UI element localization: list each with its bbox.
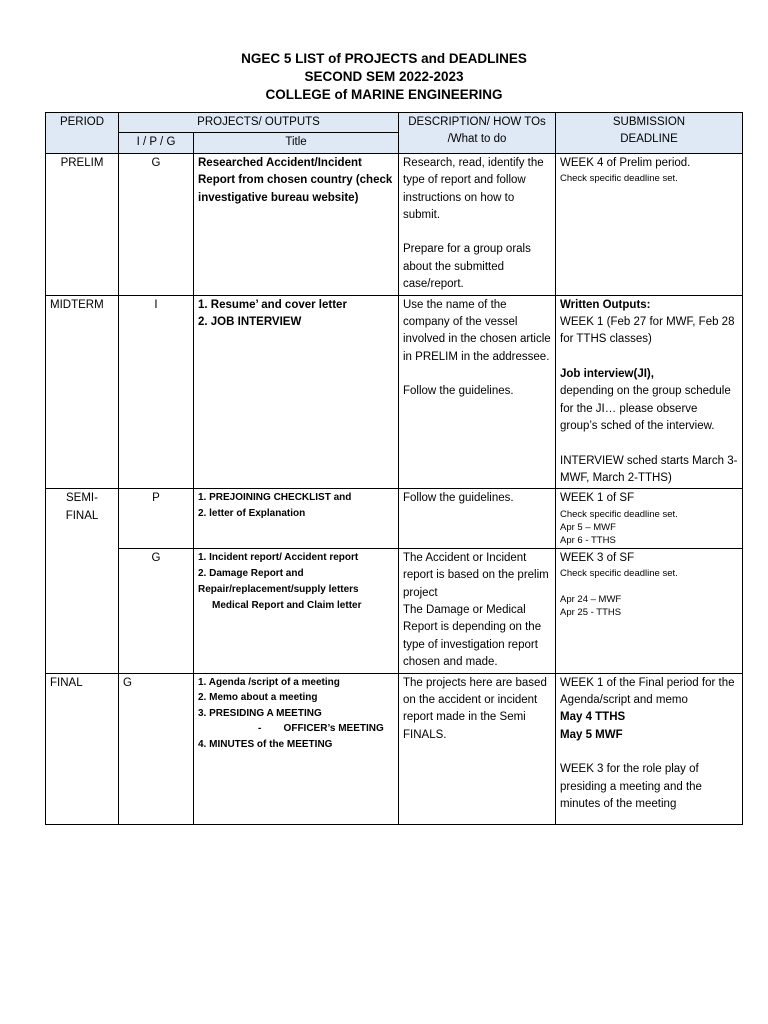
header-submission-line-1: SUBMISSION — [612, 116, 686, 128]
description-prelim — [399, 153, 556, 295]
title-final-item-3: 3. PRESIDING A MEETING — [198, 707, 322, 719]
deadline-semifinal-p-text: WEEK 1 of SF — [560, 492, 635, 505]
header-row-1 — [46, 113, 743, 133]
description-midterm — [399, 295, 556, 489]
deadline-final-1: WEEK 1 of the Final period for the Agenda/script and memo — [560, 676, 735, 706]
deadline-midterm-written-label: Written Outputs: — [560, 298, 651, 311]
deadline-semifinal-p-date-1: Apr 5 – MWF — [560, 521, 616, 533]
deadline-final-2: WEEK 3 for the role play of presiding a meeting and the minutes of the meeting — [560, 763, 702, 810]
deadline-semifinal-g — [556, 548, 743, 673]
deadline-semifinal-p — [556, 489, 743, 548]
page-title — [0, 50, 768, 104]
period-semifinal-line-2: FINAL — [65, 509, 99, 522]
title-semifinal-g-item-2: 2. Damage Report and Repair/replacement/supply letters — [198, 567, 359, 595]
deadline-midterm-ji-text: depending on the group schedule for the JI… please observe group’s sched of the interview. — [560, 385, 731, 433]
deadline-final-date-2: May 5 MWF — [560, 728, 623, 741]
title-final-item-4: 4. MINUTES of the MEETING — [198, 738, 333, 750]
title-line-3: COLLEGE of MARINE ENGINEERING — [265, 87, 503, 102]
period-prelim: PRELIM — [46, 153, 119, 295]
deadline-final-date-1: May 4 TTHS — [560, 711, 626, 724]
header-projects-outputs: PROJECTS/ OUTPUTS — [119, 113, 399, 133]
header-title: Title — [194, 133, 399, 153]
deadline-midterm — [556, 295, 743, 489]
description-midterm-1: Use the name of the company of the vessel involved in the chosen article in PRELIM in the addressee. — [403, 298, 551, 363]
title-line-1: NGEC 5 LIST of PROJECTS and DEADLINES — [241, 51, 527, 66]
title-semifinal-g — [194, 548, 399, 673]
type-final: G — [119, 673, 194, 825]
deadline-semifinal-p-note: Check specific deadline set. — [560, 508, 678, 520]
deadline-prelim-text: WEEK 4 of Prelim period. — [560, 156, 691, 169]
table-row-semifinal-p — [46, 489, 743, 548]
deadline-semifinal-g-date-1: Apr 24 – MWF — [560, 594, 622, 606]
title-final-item-1: 1. Agenda /script of a meeting — [198, 676, 340, 688]
deadline-midterm-ji-label: Job interview(JI), — [560, 367, 654, 380]
type-midterm: I — [119, 295, 194, 489]
type-semifinal-p: P — [119, 489, 194, 548]
header-description-line-1: DESCRIPTION/ HOW TOs — [408, 116, 546, 128]
title-semifinal-p-item-1: 1. PREJOINING CHECKLIST and — [198, 492, 352, 504]
description-semifinal-g — [399, 548, 556, 673]
type-prelim: G — [119, 153, 194, 295]
title-semifinal-g-item-3: Medical Report and Claim letter — [212, 599, 362, 611]
title-final-item-2: 2. Memo about a meeting — [198, 692, 318, 704]
period-midterm: MIDTERM — [46, 295, 119, 489]
deadline-midterm-interview-sched: INTERVIEW sched starts March 3- MWF, March 2-TTHS) — [560, 454, 738, 484]
title-final-item-3-sub: - OFFICER’s MEETING — [258, 723, 384, 735]
description-final: The projects here are based on the accident or incident report made in the Semi FINALS. — [399, 673, 556, 825]
header-ipg: I / P / G — [119, 133, 194, 153]
header-description — [399, 113, 556, 154]
description-semifinal-g-2: The Damage or Medical Report is depending on the type of investigation report chosen and made. — [403, 603, 542, 669]
deadline-semifinal-g-note: Check specific deadline set. — [560, 568, 678, 580]
description-midterm-2: Follow the guidelines. — [403, 385, 514, 398]
header-period: PERIOD — [46, 113, 119, 154]
table-row-midterm — [46, 295, 743, 489]
period-semifinal-line-1: SEMI- — [66, 492, 98, 505]
deadline-prelim — [556, 153, 743, 295]
table-row-prelim — [46, 153, 743, 295]
description-prelim-1: Research, read, identify the type of report and follow instructions on how to submit. — [403, 156, 544, 222]
deadline-semifinal-p-date-2: Apr 6 - TTHS — [560, 534, 616, 546]
deadline-prelim-note: Check specific deadline set. — [560, 173, 678, 185]
title-midterm-item-2: 2. JOB INTERVIEW — [198, 316, 302, 329]
description-prelim-2: Prepare for a group orals about the submitted case/report. — [403, 243, 531, 291]
title-midterm — [194, 295, 399, 489]
description-semifinal-g-1: The Accident or Incident report is based on the prelim project — [403, 551, 549, 599]
deadline-semifinal-g-text: WEEK 3 of SF — [560, 551, 635, 564]
description-semifinal-p: Follow the guidelines. — [399, 489, 556, 548]
table-row-final — [46, 673, 743, 825]
period-final: FINAL — [46, 673, 119, 825]
title-semifinal-g-item-1: 1. Incident report/ Accident report — [198, 551, 359, 563]
deadline-final — [556, 673, 743, 825]
table-row-semifinal-g — [46, 548, 743, 673]
deadline-semifinal-g-date-2: Apr 25 - TTHS — [560, 607, 622, 619]
deadline-midterm-written-text: WEEK 1 (Feb 27 for MWF, Feb 28 for TTHS classes) — [560, 316, 735, 346]
header-submission-deadline — [556, 113, 743, 154]
period-semifinal — [46, 489, 119, 673]
title-prelim: Researched Accident/Incident Report from chosen country (check investigative bureau website) — [194, 153, 399, 295]
title-line-2: SECOND SEM 2022-2023 — [304, 69, 464, 84]
title-semifinal-p-item-2: 2. letter of Explanation — [198, 508, 306, 520]
title-midterm-item-1: 1. Resume’ and cover letter — [198, 298, 347, 311]
header-submission-line-2: DEADLINE — [620, 133, 678, 146]
title-semifinal-p — [194, 489, 399, 548]
header-description-line-2: /What to do — [447, 133, 507, 146]
title-final — [194, 673, 399, 825]
projects-table — [45, 112, 743, 825]
type-semifinal-g: G — [119, 548, 194, 673]
